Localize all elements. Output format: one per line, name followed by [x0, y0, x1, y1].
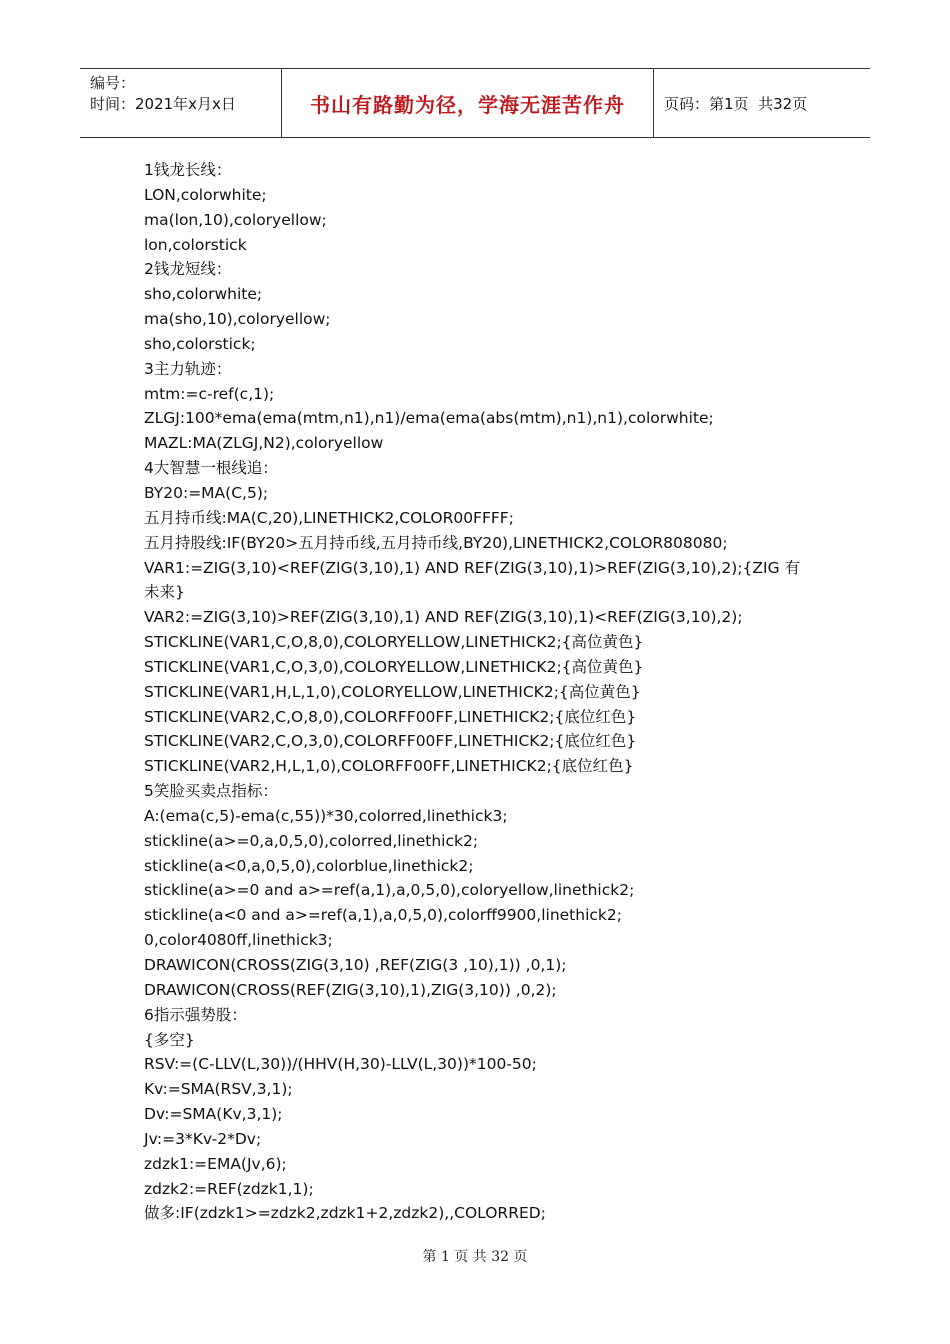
text-line: 五月持币线:MA(C,20),LINETHICK2,COLOR00FFFF;: [144, 508, 514, 527]
text-line: zdzk1:=EMA(Jv,6);: [144, 1154, 287, 1173]
text-line: 5笑脸买卖点指标：: [144, 782, 278, 801]
header-motto-cell: [282, 69, 654, 137]
text-line: stickline(a<0,a,0,5,0),colorblue,linethick2;: [144, 856, 474, 875]
text-line: stickline(a>=0,a,0,5,0),colorred,linethick2;: [144, 831, 479, 850]
text-line: A:(ema(c,5)-ema(c,55))*30,colorred,linethick3;: [144, 806, 508, 825]
text-line: STICKLINE(VAR2,C,O,8,0),COLORFF00FF,LINETHICK2;{底位红色}: [144, 707, 637, 726]
text-line: Kv:=SMA(RSV,3,1);: [144, 1080, 293, 1099]
text-line: mtm:=c-ref(c,1);: [144, 384, 275, 403]
text-line: VAR2:=ZIG(3,10)>REF(ZIG(3,10),1) AND REF(ZIG(3,10),1)<REF(ZIG(3,10),2);: [144, 608, 743, 627]
text-line: lon,colorstick: [144, 235, 247, 254]
text-line: stickline(a<0 and a>=ref(a,1),a,0,5,0),colorff9900,linethick2;: [144, 906, 622, 925]
text-line: 6指示强势股：: [144, 1005, 247, 1024]
text-line: DRAWICON(CROSS(REF(ZIG(3,10),1),ZIG(3,10)) ,0,2);: [144, 980, 557, 999]
text-line: STICKLINE(VAR1,H,L,1,0),COLORYELLOW,LINETHICK2;{高位黄色}: [144, 682, 641, 701]
text-line: RSV:=(C-LLV(L,30))/(HHV(H,30)-LLV(L,30))*100-50;: [144, 1055, 537, 1074]
text-line: STICKLINE(VAR2,C,O,3,0),COLORFF00FF,LINETHICK2;{底位红色}: [144, 732, 637, 751]
page-info: 页码：第1页 共32页: [664, 94, 808, 113]
text-line: 4大智慧一根线追：: [144, 459, 278, 478]
text-line: 1钱龙长线：: [144, 161, 232, 179]
text-line: ZLGJ:100*ema(ema(mtm,n1),n1)/ema(ema(abs(mtm),n1),n1),colorwhite;: [144, 409, 714, 428]
text-line: MAZL:MA(ZLGJ,N2),coloryellow: [144, 434, 384, 453]
page-header: [80, 68, 870, 138]
number-label: 编号：: [90, 74, 136, 92]
text-line: VAR1:=ZIG(3,10)<REF(ZIG(3,10),1) AND REF(ZIG(3,10),1)>REF(ZIG(3,10),2);{ZIG 有未来}: [144, 558, 801, 602]
text-line: ma(sho,10),coloryellow;: [144, 310, 331, 329]
text-line: 做多:IF(zdzk1>=zdzk2,zdzk1+2,zdzk2),,COLORRED;: [144, 1204, 546, 1223]
text-line: Dv:=SMA(Kv,3,1);: [144, 1105, 283, 1124]
text-line: BY20:=MA(C,5);: [144, 483, 269, 502]
text-line: Jv:=3*Kv-2*Dv;: [144, 1129, 262, 1148]
motto-text: 书山有路勤为径，学海无涯苦作舟: [310, 92, 625, 117]
text-line: STICKLINE(VAR1,C,O,3,0),COLORYELLOW,LINETHICK2;{高位黄色}: [144, 657, 644, 676]
document-body: [144, 158, 804, 1226]
text-line: DRAWICON(CROSS(ZIG(3,10) ,REF(ZIG(3 ,10),1)) ,0,1);: [144, 956, 567, 974]
text-line: 3主力轨迹：: [144, 359, 232, 378]
page-footer: 第 1 页 共 32 页: [422, 1249, 528, 1265]
header-left-cell: [80, 69, 282, 137]
text-line: sho,colorstick;: [144, 334, 256, 353]
text-line: ma(lon,10),coloryellow;: [144, 210, 327, 229]
text-line: LON,colorwhite;: [144, 185, 267, 204]
text-line: STICKLINE(VAR1,C,O,8,0),COLORYELLOW,LINETHICK2;{高位黄色}: [144, 633, 644, 652]
text-line: {多空}: [144, 1030, 195, 1049]
time-label: 时间：2021年x月x日: [90, 95, 236, 113]
text-line: 五月持股线:IF(BY20>五月持币线,五月持币线,BY20),LINETHICK2,COLOR808080;: [144, 533, 728, 552]
text-line: stickline(a>=0 and a>=ref(a,1),a,0,5,0),coloryellow,linethick2;: [144, 881, 635, 900]
text-line: zdzk2:=REF(zdzk1,1);: [144, 1179, 314, 1198]
text-line: 0,color4080ff,linethick3;: [144, 931, 333, 950]
text-line: 2钱龙短线：: [144, 260, 232, 279]
text-line: STICKLINE(VAR2,H,L,1,0),COLORFF00FF,LINETHICK2;{底位红色}: [144, 757, 634, 776]
text-line: sho,colorwhite;: [144, 285, 263, 304]
